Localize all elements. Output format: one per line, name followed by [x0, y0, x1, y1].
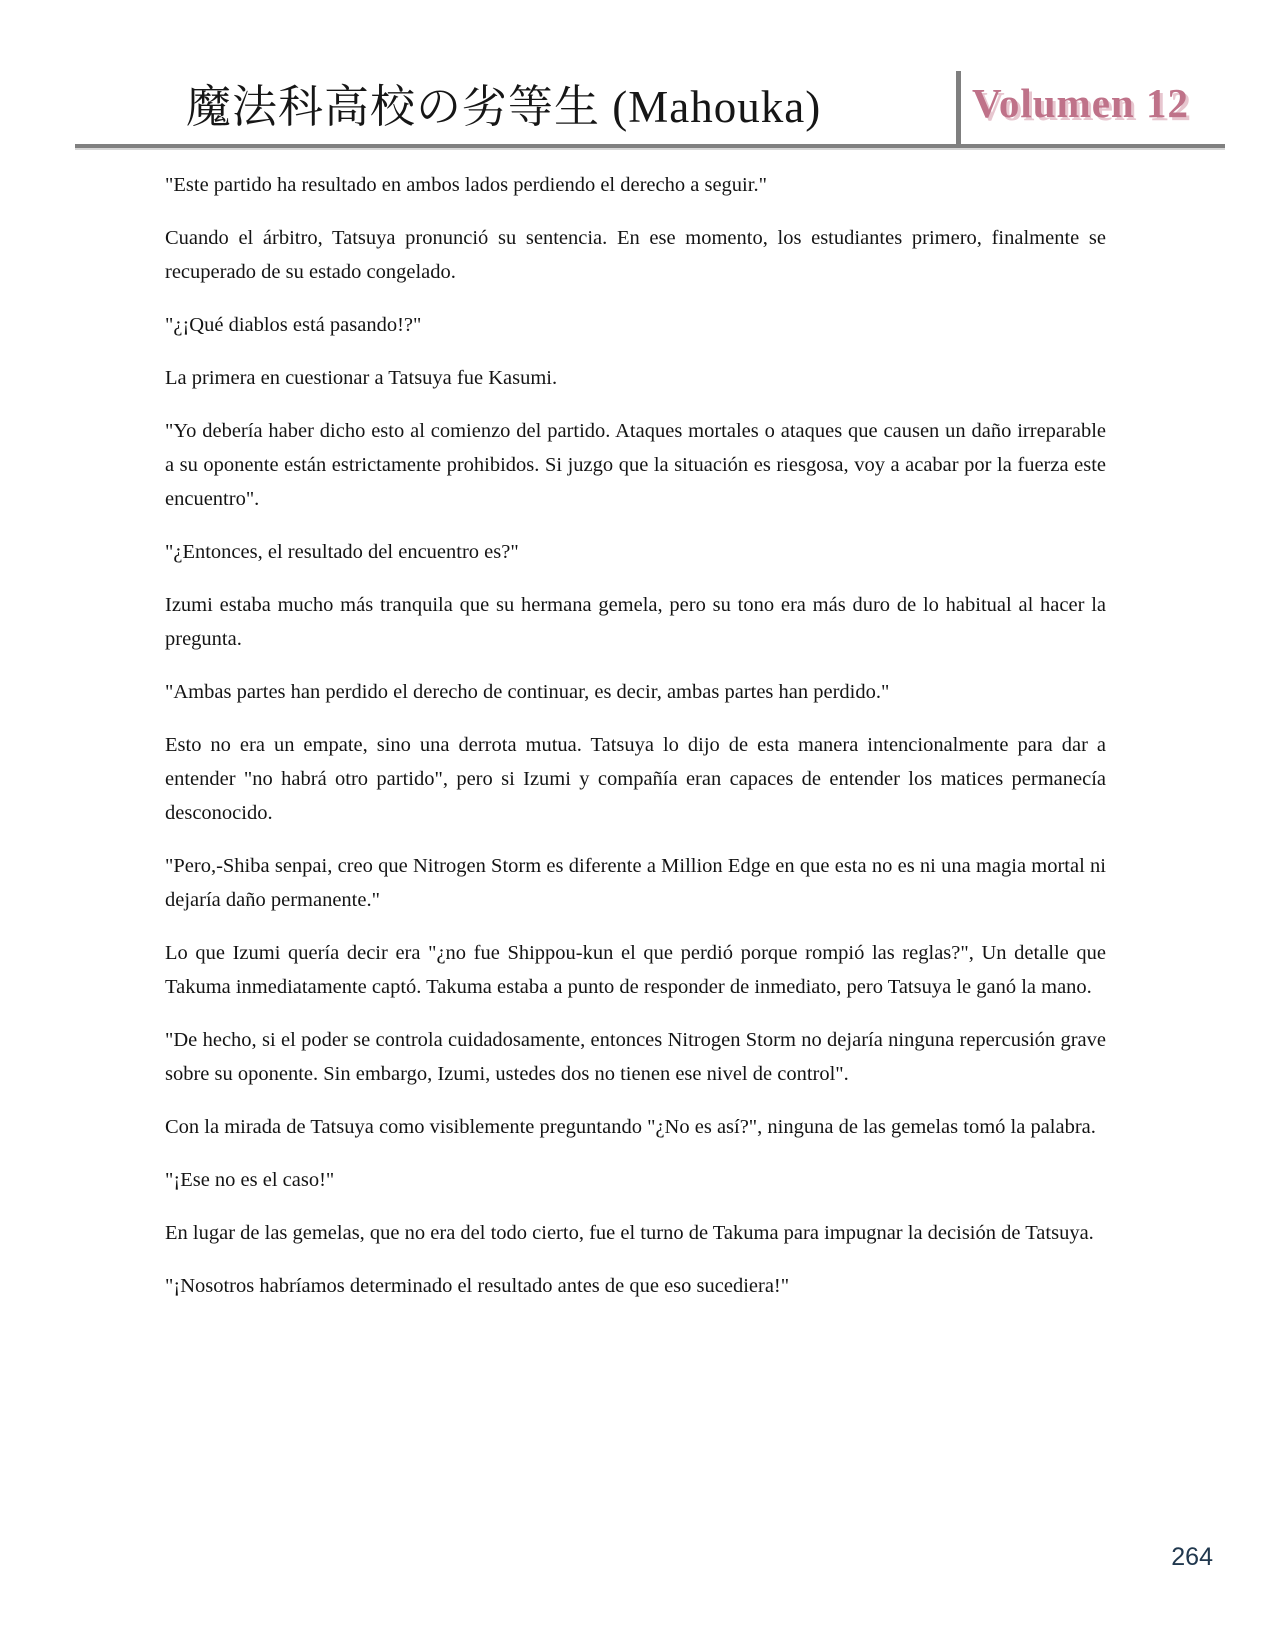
- paragraph: "¡Ese no es el caso!": [165, 1169, 335, 1191]
- page-title: 魔法科高校の劣等生 (Mahouka): [186, 82, 822, 132]
- paragraph: "Este partido ha resultado en ambos lados perdiendo el derecho a seguir.": [165, 174, 767, 196]
- paragraph: "¿¡Qué diablos está pasando!?": [165, 314, 422, 336]
- paragraph: Con la mirada de Tatsuya como visiblemente preguntando "¿No es así?", ninguna de las gemelas tomó la palabra.: [165, 1116, 1096, 1138]
- paragraph: Esto no era un empate, sino una derrota mutua. Tatsuya lo dijo de esta manera intencionalmente para dar a entender "no habrá otro partido", pero si Izumi y compañía eran capaces de entender los matices permanecía desconocido.: [165, 734, 1106, 824]
- header-rule: [75, 144, 1225, 150]
- paragraph: Lo que Izumi quería decir era "¿no fue Shippou-kun el que perdió porque rompió las reglas?", Un detalle que Takuma inmediatamente captó. Takuma estaba a punto de responder de inmediato, pero Tatsuya le ganó la mano.: [165, 942, 1106, 998]
- paragraph: Izumi estaba mucho más tranquila que su hermana gemela, pero su tono era más duro de lo habitual al hacer la pregunta.: [165, 594, 1106, 650]
- paragraph: En lugar de las gemelas, que no era del todo cierto, fue el turno de Takuma para impugnar la decisión de Tatsuya.: [165, 1222, 1094, 1244]
- paragraph: "¿Entonces, el resultado del encuentro es?": [165, 541, 519, 563]
- paragraph: "Yo debería haber dicho esto al comienzo del partido. Ataques mortales o ataques que causen un daño irreparable a su oponente están estrictamente prohibidos. Si juzgo que la situación es riesgosa, voy a acabar por la fuerza este encuentro".: [165, 420, 1106, 510]
- paragraph: "Ambas partes han perdido el derecho de continuar, es decir, ambas partes han perdido.": [165, 681, 890, 703]
- paragraph: "Pero,-Shiba senpai, creo que Nitrogen Storm es diferente a Million Edge en que esta no es ni una magia mortal ni dejaría daño permanente.": [165, 855, 1106, 911]
- body-text: [165, 168, 1106, 1322]
- volume-badge: Volumen 12: [972, 80, 1189, 126]
- paragraph: "De hecho, si el poder se controla cuidadosamente, entonces Nitrogen Storm no dejaría ninguna repercusión grave sobre su oponente. Sin embargo, Izumi, ustedes dos no tienen ese nivel de control".: [165, 1029, 1106, 1085]
- paragraph: Cuando el árbitro, Tatsuya pronunció su sentencia. En ese momento, los estudiantes primero, finalmente se recuperado de su estado congelado.: [165, 227, 1106, 283]
- paragraph: La primera en cuestionar a Tatsuya fue Kasumi.: [165, 367, 558, 389]
- page-number: 264: [1171, 1543, 1213, 1571]
- header-vertical-divider: [956, 71, 961, 150]
- paragraph: "¡Nosotros habríamos determinado el resultado antes de que eso sucediera!": [165, 1275, 790, 1297]
